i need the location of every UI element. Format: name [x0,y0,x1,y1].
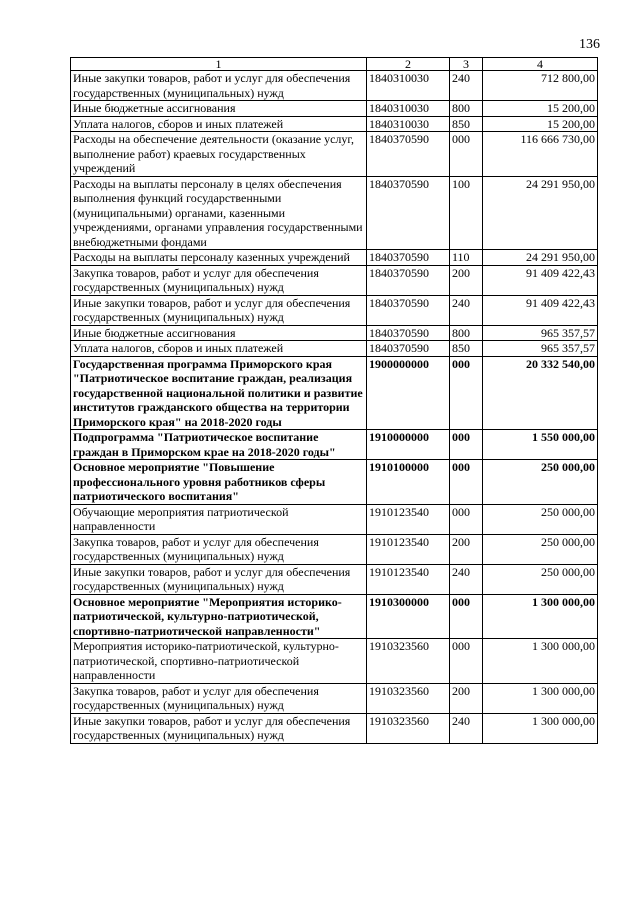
row-code-cell: 1910300000 [367,594,450,639]
row-name-cell: Закупка товаров, работ и услуг для обеспечения государственных (муниципальных) нужд [71,534,367,564]
row-code-cell: 1840310030 [367,101,450,117]
row-amount-cell: 250 000,00 [483,564,598,594]
row-kvr-cell: 200 [450,683,483,713]
table-header-row [71,58,598,71]
row-kvr-cell: 000 [450,356,483,430]
row-code-cell: 1910323560 [367,683,450,713]
row-kvr-cell: 850 [450,116,483,132]
row-name-cell: Иные бюджетные ассигнования [71,101,367,117]
row-kvr-cell: 240 [450,713,483,743]
row-code-cell: 1900000000 [367,356,450,430]
table-row [71,250,598,266]
column-header-amount: 4 [483,58,598,71]
row-amount-cell: 91 409 422,43 [483,265,598,295]
row-kvr-cell: 000 [450,504,483,534]
row-code-cell: 1910123540 [367,564,450,594]
row-amount-cell: 250 000,00 [483,504,598,534]
row-name-cell: Иные закупки товаров, работ и услуг для обеспечения государственных (муниципальных) нужд [71,295,367,325]
table-row [71,341,598,357]
column-header-name: 1 [71,58,367,71]
table-body [71,71,598,744]
row-amount-cell: 1 300 000,00 [483,713,598,743]
row-code-cell: 1840370590 [367,265,450,295]
row-code-cell: 1840370590 [367,341,450,357]
row-code-cell: 1910323560 [367,639,450,684]
row-kvr-cell: 800 [450,325,483,341]
row-code-cell: 1840310030 [367,116,450,132]
row-kvr-cell: 100 [450,176,483,250]
row-name-cell: Уплата налогов, сборов и иных платежей [71,116,367,132]
row-kvr-cell: 240 [450,295,483,325]
table-row [71,430,598,460]
table-row [71,639,598,684]
row-kvr-cell: 850 [450,341,483,357]
row-amount-cell: 1 550 000,00 [483,430,598,460]
row-name-cell: Обучающие мероприятия патриотической направленности [71,504,367,534]
table-row [71,116,598,132]
table-row [71,101,598,117]
row-name-cell: Расходы на выплаты персоналу в целях обеспечения выполнения функций государственными (муниципальными) органами, казенными учреждениями, органами управления государственными внебюджетными фондами [71,176,367,250]
row-code-cell: 1840310030 [367,71,450,101]
table-row [71,460,598,505]
row-amount-cell: 1 300 000,00 [483,683,598,713]
row-kvr-cell: 110 [450,250,483,266]
row-amount-cell: 965 357,57 [483,341,598,357]
row-code-cell: 1840370590 [367,176,450,250]
row-amount-cell: 1 300 000,00 [483,639,598,684]
row-kvr-cell: 000 [450,460,483,505]
row-name-cell: Расходы на обеспечение деятельности (оказание услуг, выполнение работ) краевых государственных учреждений [71,132,367,177]
row-kvr-cell: 240 [450,564,483,594]
row-code-cell: 1910123540 [367,504,450,534]
table-row [71,534,598,564]
row-name-cell: Основное мероприятие "Мероприятия историко-патриотической, культурно-патриотической, спортивно-патриотической направленности" [71,594,367,639]
row-code-cell: 1910100000 [367,460,450,505]
row-code-cell: 1840370590 [367,250,450,266]
table-row [71,683,598,713]
table-row [71,325,598,341]
row-kvr-cell: 000 [450,639,483,684]
row-kvr-cell: 000 [450,132,483,177]
row-code-cell: 1840370590 [367,295,450,325]
row-code-cell: 1910123540 [367,534,450,564]
row-code-cell: 1910323560 [367,713,450,743]
row-amount-cell: 250 000,00 [483,534,598,564]
row-amount-cell: 15 200,00 [483,116,598,132]
row-name-cell: Иные бюджетные ассигнования [71,325,367,341]
row-name-cell: Иные закупки товаров, работ и услуг для обеспечения государственных (муниципальных) нужд [71,564,367,594]
table-row [71,176,598,250]
row-name-cell: Расходы на выплаты персоналу казенных учреждений [71,250,367,266]
row-amount-cell: 91 409 422,43 [483,295,598,325]
budget-table [70,57,598,744]
table-row [71,564,598,594]
row-name-cell: Уплата налогов, сборов и иных платежей [71,341,367,357]
row-name-cell: Подпрограмма "Патриотическое воспитание граждан в Приморском крае на 2018-2020 годы" [71,430,367,460]
row-kvr-cell: 240 [450,71,483,101]
table-row [71,504,598,534]
row-amount-cell: 965 357,57 [483,325,598,341]
row-amount-cell: 20 332 540,00 [483,356,598,430]
table-row [71,356,598,430]
row-amount-cell: 250 000,00 [483,460,598,505]
row-name-cell: Закупка товаров, работ и услуг для обеспечения государственных (муниципальных) нужд [71,265,367,295]
row-amount-cell: 1 300 000,00 [483,594,598,639]
table-row [71,295,598,325]
row-name-cell: Основное мероприятие "Повышение профессионального уровня работников сферы патриотического воспитания" [71,460,367,505]
row-code-cell: 1840370590 [367,325,450,341]
row-name-cell: Иные закупки товаров, работ и услуг для обеспечения государственных (муниципальных) нужд [71,71,367,101]
row-amount-cell: 116 666 730,00 [483,132,598,177]
row-name-cell: Мероприятия историко-патриотической, культурно-патриотической, спортивно-патриотической направленности [71,639,367,684]
row-code-cell: 1840370590 [367,132,450,177]
table-row [71,132,598,177]
row-amount-cell: 15 200,00 [483,101,598,117]
row-amount-cell: 24 291 950,00 [483,250,598,266]
row-name-cell: Иные закупки товаров, работ и услуг для обеспечения государственных (муниципальных) нужд [71,713,367,743]
row-kvr-cell: 000 [450,430,483,460]
row-amount-cell: 712 800,00 [483,71,598,101]
row-kvr-cell: 200 [450,265,483,295]
column-header-code: 2 [367,58,450,71]
table-row [71,713,598,743]
column-header-kvr: 3 [450,58,483,71]
row-name-cell: Закупка товаров, работ и услуг для обеспечения государственных (муниципальных) нужд [71,683,367,713]
page-number: 136 [579,37,600,52]
row-name-cell: Государственная программа Приморского края "Патриотическое воспитание граждан, реализация государственной национальной политики и развитие институтов гражданского общества на территории Приморского края" на 2018-2020 годы [71,356,367,430]
row-kvr-cell: 800 [450,101,483,117]
row-amount-cell: 24 291 950,00 [483,176,598,250]
table-row [71,71,598,101]
row-code-cell: 1910000000 [367,430,450,460]
row-kvr-cell: 200 [450,534,483,564]
table-row [71,265,598,295]
table-row [71,594,598,639]
row-kvr-cell: 000 [450,594,483,639]
